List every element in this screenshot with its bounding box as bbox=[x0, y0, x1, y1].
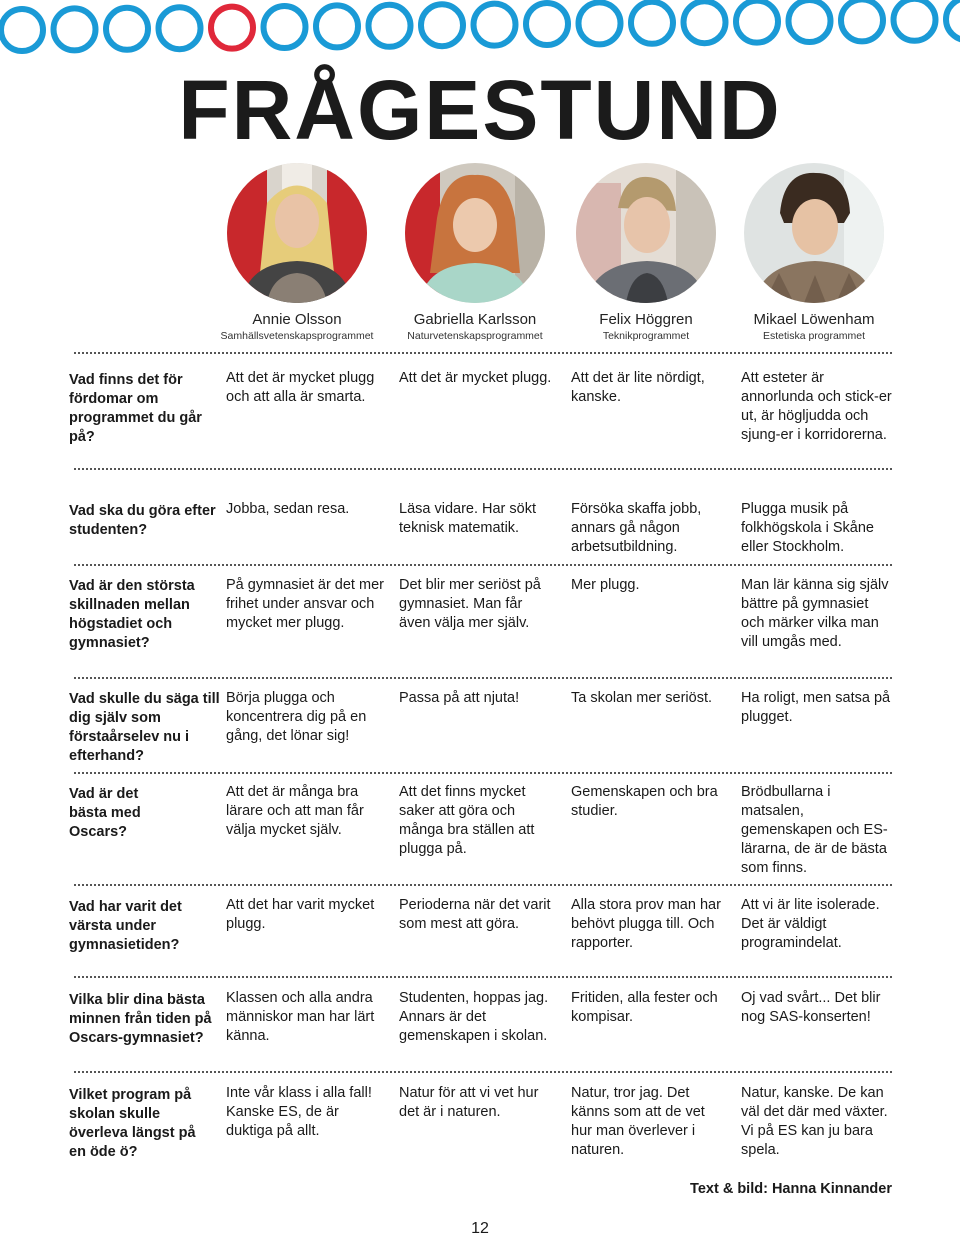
answer-felix: Alla stora prov man har behövt plugga till. Och rapporter. bbox=[571, 897, 721, 951]
question: Vilket program på skolan skulle överleva längst på en öde ö? bbox=[69, 1087, 196, 1160]
person-program: Samhällsvetenskapsprogrammet bbox=[220, 330, 374, 342]
answer-felix: Ta skolan mer seriöst. bbox=[571, 690, 713, 706]
ring-icon bbox=[789, 0, 831, 42]
answer-mikael: Natur, kanske. De kan väl det där med växter. Vi på ES kan ju bara spela. bbox=[741, 1085, 888, 1158]
answer-gabriella: Passa på att njuta! bbox=[399, 690, 520, 706]
ring-icon bbox=[736, 1, 778, 43]
dotted-divider bbox=[74, 564, 892, 566]
person-name: Annie Olsson bbox=[252, 311, 342, 328]
answer-annie: På gymnasiet är det mer frihet under ansvar och mycket mer plugg. bbox=[226, 577, 384, 631]
answer-gabriella: Att det finns mycket saker att göra och många bra ställen att plugga på. bbox=[399, 784, 535, 857]
ring-icon bbox=[211, 7, 253, 49]
ring-icon bbox=[631, 2, 673, 44]
answer-mikael: Oj vad svårt... Det blir nog SAS-konserten! bbox=[741, 990, 881, 1025]
ring-icon bbox=[684, 1, 726, 43]
answer-annie: Inte vår klass i alla fall! Kanske ES, de är duktiga på allt. bbox=[226, 1085, 372, 1139]
dotted-divider bbox=[74, 352, 892, 354]
person-program: Estetiska programmet bbox=[762, 330, 866, 342]
ring-icon bbox=[474, 4, 516, 46]
answer-felix: Gemenskapen och bra studier. bbox=[571, 784, 718, 819]
answer-mikael: Att vi är lite isolerade. Det är väldigt programindelat. bbox=[741, 897, 880, 951]
question: Vad ska du göra efter studenten? bbox=[69, 503, 216, 538]
ring-icon bbox=[421, 4, 463, 46]
person-mikael bbox=[714, 163, 914, 343]
question: Vad är den största skillnaden mellan högstadiet och gymnasiet? bbox=[69, 578, 195, 651]
answer-felix: Natur, tror jag. Det känns som att de vet hur man överlever i naturen. bbox=[571, 1085, 705, 1158]
ring-icon bbox=[159, 7, 201, 49]
dotted-divider bbox=[74, 772, 892, 774]
person-program: Naturvetenskapsprogrammet bbox=[407, 330, 543, 342]
answer-gabriella: Studenten, hoppas jag. Annars är det gemenskapen i skolan. bbox=[399, 990, 549, 1044]
dotted-divider bbox=[74, 468, 892, 470]
answer-annie: Att det har varit mycket plugg. bbox=[226, 897, 375, 932]
ring-icon bbox=[894, 0, 936, 41]
dotted-divider bbox=[74, 884, 892, 886]
question: Vad är det bästa med Oscars? bbox=[69, 786, 141, 840]
answer-felix: Mer plugg. bbox=[571, 577, 640, 593]
answer-annie: Att det är mycket plugg och att alla är smarta. bbox=[226, 370, 375, 405]
dotted-divider bbox=[74, 976, 892, 978]
answer-gabriella: Det blir mer seriöst på gymnasiet. Man får även välja mer själv. bbox=[399, 577, 541, 631]
person-program: Teknikprogrammet bbox=[602, 330, 690, 342]
ring-icon bbox=[106, 8, 148, 50]
answer-felix: Försöka skaffa jobb, annars gå någon arbetsutbildning. bbox=[571, 501, 702, 555]
answer-gabriella: Att det är mycket plugg. bbox=[399, 370, 552, 386]
answer-mikael: Man lär känna sig själv bättre på gymnasiet och märker vilka man vill umgås med. bbox=[741, 577, 889, 650]
answer-mikael: Plugga musik på folkhögskola i Skåne eller Stockholm. bbox=[741, 501, 874, 555]
question: Vad har varit det värsta under gymnasietiden? bbox=[69, 899, 182, 953]
person-gabriella bbox=[375, 163, 575, 343]
ring-icon bbox=[54, 8, 96, 50]
answer-mikael: Ha roligt, men satsa på plugget. bbox=[741, 690, 891, 725]
person-name: Gabriella Karlsson bbox=[413, 311, 537, 328]
ring-icon bbox=[264, 6, 306, 48]
question: Vad finns det för fördomar om programmet du går på? bbox=[69, 372, 202, 445]
answer-gabriella: Natur för att vi vet hur det är i naturen. bbox=[399, 1085, 539, 1120]
answer-annie: Jobba, sedan resa. bbox=[226, 501, 350, 517]
answer-mikael: Att esteter är annorlunda och stick-er ut, är högljudda och sjung-er i korridorerna. bbox=[741, 370, 892, 443]
answer-felix: Fritiden, alla fester och kompisar. bbox=[571, 990, 718, 1025]
ring-icon bbox=[579, 2, 621, 44]
page-title: FRÅGESTUND bbox=[178, 63, 782, 157]
person-name: Felix Höggren bbox=[599, 311, 693, 328]
question: Vilka blir dina bästa minnen från tiden på Oscars-gymnasiet? bbox=[69, 992, 212, 1046]
answer-gabriella: Perioderna när det varit som mest att göra. bbox=[399, 897, 551, 932]
answer-felix: Att det är lite nördigt, kanske. bbox=[571, 370, 705, 405]
portrait-photo-icon bbox=[405, 163, 545, 303]
answer-mikael: Brödbullarna i matsalen, gemenskapen och ES-lärarna, de är de bästa som finns. bbox=[741, 784, 888, 876]
answer-annie: Klassen och alla andra människor man har lärt känna. bbox=[226, 990, 375, 1044]
answer-gabriella: Läsa vidare. Har sökt teknisk matematik. bbox=[399, 501, 537, 536]
answer-annie: Att det är många bra lärare och att man får välja mycket själv. bbox=[226, 784, 364, 838]
photo-credit: Text & bild: Hanna Kinnander bbox=[690, 1181, 892, 1197]
ring-icon bbox=[316, 5, 358, 47]
ring-icon bbox=[369, 5, 411, 47]
dotted-divider bbox=[74, 1071, 892, 1073]
answer-annie: Börja plugga och koncentrera dig på en gång, det lönar sig! bbox=[226, 690, 367, 744]
dotted-divider bbox=[74, 677, 892, 679]
page-number: 12 bbox=[471, 1220, 489, 1237]
decorative-ring-border bbox=[0, 0, 960, 70]
portrait-photo-icon bbox=[227, 163, 367, 303]
person-name: Mikael Löwenham bbox=[753, 311, 875, 328]
portrait-photo-icon bbox=[744, 163, 884, 303]
ring-icon bbox=[526, 3, 568, 45]
ring-icon bbox=[841, 0, 883, 41]
ring-icon bbox=[946, 0, 960, 40]
person-annie bbox=[197, 163, 397, 343]
ring-icon bbox=[1, 9, 43, 51]
question: Vad skulle du säga till dig själv som förstaårselev nu i efterhand? bbox=[69, 691, 220, 764]
portrait-photo-icon bbox=[576, 163, 716, 303]
